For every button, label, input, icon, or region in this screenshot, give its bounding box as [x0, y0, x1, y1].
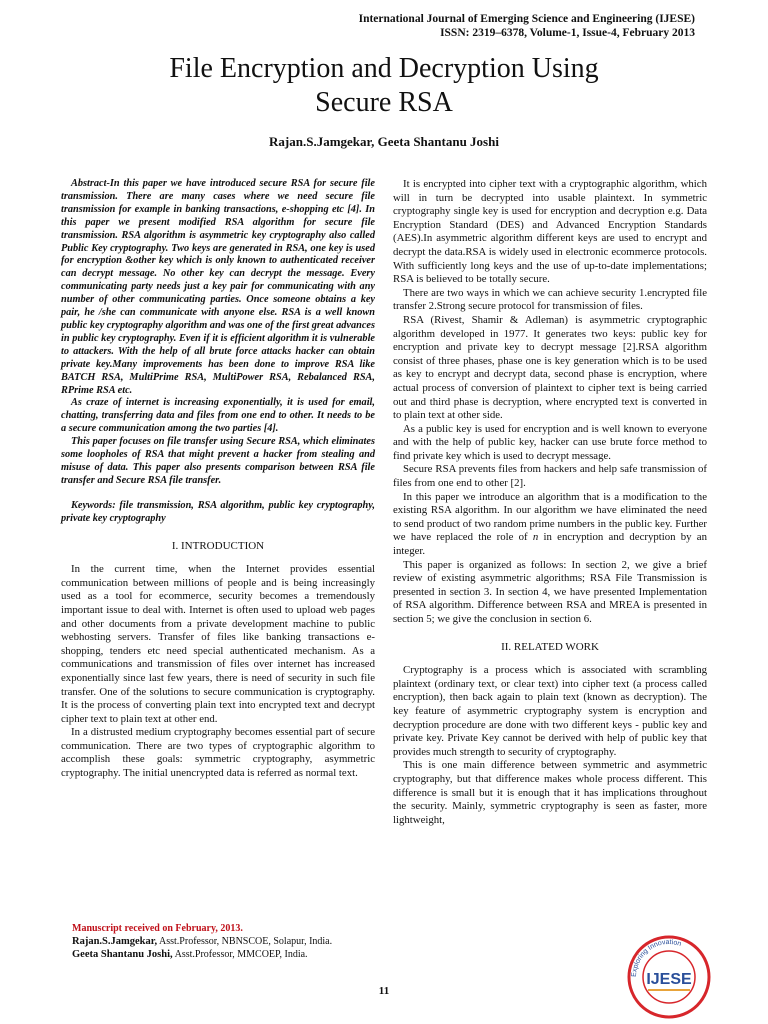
manuscript-received: Manuscript received on February, 2013. [72, 923, 243, 934]
body-paragraph: As a public key is used for encryption and is well known to everyone and with the help of public key, hacker can use brute force method to find private key which is used to decrypt message. [393, 422, 707, 462]
variable-n: n [532, 531, 539, 544]
body-paragraph: RSA (Rivest, Shamir & Adleman) is asymmetric cryptographic algorithm developed in 1977. It generates two keys: public key for encryption and private key to decrypt message [2].RSA algorithm consist of three phases, phase one is key generation which is to be used as key to encrypt and decrypt data, second phase is encryption, where actual process of conversion of plaintext to cipher text is being carried out and third phase is decryption, where encrypted text is converted in to plain text at other side. [393, 313, 707, 422]
abstract [61, 178, 375, 526]
paper-authors: Rajan.S.Jamgekar, Geeta Shantanu Joshi [269, 134, 499, 149]
body-paragraph: There are two ways in which we can achieve security 1.encrypted file transfer 2.Strong secure protocol for transmission of files. [393, 286, 707, 313]
title-line-2: Secure RSA [315, 87, 453, 118]
affiliation-text: Asst.Professor, MMCOEP, India. [172, 949, 308, 960]
journal-issn: ISSN: 2319–6378, Volume-1, Issue-4, February 2013 [440, 27, 695, 39]
keywords: Keywords: file transmission, RSA algorithm, public key cryptography, private key cryptography [61, 499, 375, 524]
title-line-1: File Encryption and Decryption Using [169, 53, 599, 84]
right-column [393, 178, 707, 827]
journal-name: International Journal of Emerging Science and Engineering (IJESE) [358, 13, 695, 25]
author-name: Geeta Shantanu Joshi, [72, 949, 173, 960]
section-heading-introduction: I. INTRODUCTION [171, 539, 265, 552]
paragraph-text: In this paper we introduce an algorithm that is a modification to the existing RSA algorithm. In our algorithm we have eliminated the need to send product of two random prime numbers in the public key. Further we have replaced the role of [393, 490, 707, 544]
page-number: 11 [378, 985, 390, 997]
section-heading-related-work: II. RELATED WORK [501, 640, 599, 653]
abstract-paragraph: As craze of internet is increasing exponentially, it is used for email, chatting, transferring data and files from one end to other. It needs to be a secure communication among the two parties [4]. [61, 397, 375, 435]
abstract-paragraph: This paper focuses on file transfer using Secure RSA, which eliminates some loopholes of RSA that might prevent a hacker from stealing and misuse of data. This paper also presents comparison between RSA file transfer and Secure RSA file transfer. [61, 436, 375, 486]
author-name: Rajan.S.Jamgekar, [72, 936, 158, 947]
left-column [61, 178, 375, 781]
author-affiliation [72, 948, 332, 961]
body-paragraph: This is one main difference between symmetric and asymmetric cryptography, but that difference makes whole process different. This difference is small but it is enough that it has implications throughout the security. Mainly, symmetric cryptography is seen as faster, more lightweight, [393, 759, 707, 826]
paragraph-text: in encryption and decryption by an integer. [393, 531, 707, 558]
body-paragraph: This paper is organized as follows: In section 2, we give a brief review of existing asymmetric algorithms; RSA File Transmission is presented in section 3. In section 4, we have presented Implementation of RSA algorithm. Difference between RSA and MREA is presented in section 5; we give the conclusion in section 6. [393, 558, 707, 625]
author-affiliation [72, 935, 332, 948]
journal-header [359, 12, 695, 40]
body-paragraph: Secure RSA prevents files from hackers and help safe transmission of files from one end to other [2]. [393, 463, 707, 490]
paper-title [0, 52, 768, 120]
affiliation-text: Asst.Professor, NBNSCOE, Solapur, India. [157, 936, 333, 947]
body-paragraph: In the current time, when the Internet provides essential communication between millions of people and is being increasingly used as a tool for ecommerce, security becomes a tremendously important issue to deal with. Internet is often used to upload web pages and other documents from a private development machine to public webhosting servers. Transfer of files like banking transactions e-shopping, tenders etc need special authenticated mechanism. As a communications and transmission of files over internet has increased exponentially since last few years, there is need of security in such file transfer. One of the solutions to secure communication is cryptography. It is the process of converting plain text into encrypted text and decrypt cipher text to plain text at other end. [61, 563, 375, 725]
body-paragraph [393, 491, 707, 559]
body-paragraph: In a distrusted medium cryptography becomes essential part of secure communication. There are two types of cryptographic algorithm to accomplish these goals: symmetric cryptography, asymmetric cryptography. The initial unencrypted data is referred as normal text. [61, 726, 375, 780]
abstract-paragraph: Abstract-In this paper we have introduced secure RSA for secure file transmission. There are many cases where we need secure file transmission for example in banking transactions, e-shopping etc [4]. In this paper we present modified RSA algorithm for secure file transmission. RSA algorithm is asymmetric key cryptography also called Public Key cryptography. Two keys are generated in RSA, one key is used for encryption &other key which is only known to authenticated receiver can decrypt message. No other key can decrypt the message. Every communicating party needs just a key pair for communicating with any number of other communicating parties. Once someone obtains a key pair, he /she can communicate with anyone else. RSA is a well known public key cryptography algorithm and was one of the first great advances in public key cryptography. Even if it is efficient algorithm it is vulnerable to attackers. With the help of all brute force attacks hacker can obtain private key.Many improvements has been done to improve RSA like BATCH RSA, MultiPrime RSA, MultiPower RSA, Rebalanced RSA, RPrime RSA etc. [61, 178, 375, 396]
footnote [72, 922, 332, 961]
body-paragraph: It is encrypted into cipher text with a cryptographic algorithm, which will in turn be decrypted into usable plaintext. In symmetric cryptography single key is used for encryption and decryption e.g. Data Encryption Standard (DES) and Advanced Encryption Standards (AES).In asymmetric algorithm different keys are used to encrypt and decrypt the data.RSA is widely used in electronic ecommerce protocols. With sufficiently long keys and the use of up-to-date implementations; RSA is believed to be totally secure. [393, 178, 707, 286]
logo-text: IJESE [646, 971, 692, 988]
body-paragraph: Cryptography is a process which is associated with scrambling plaintext (ordinary text, or clear text) into cipher text (a process called encryption), then back again to plain text (known as decryption). The key feature of asymmetric cryptography system is encryption and decryption procedure are done with two different keys - public key and private key. Private Key cannot be derived with help of public key that provides much strength to security of cryptography. [393, 664, 707, 758]
ijese-logo [624, 932, 714, 1024]
logo-ring-text: Exploring Innovation [630, 938, 683, 978]
